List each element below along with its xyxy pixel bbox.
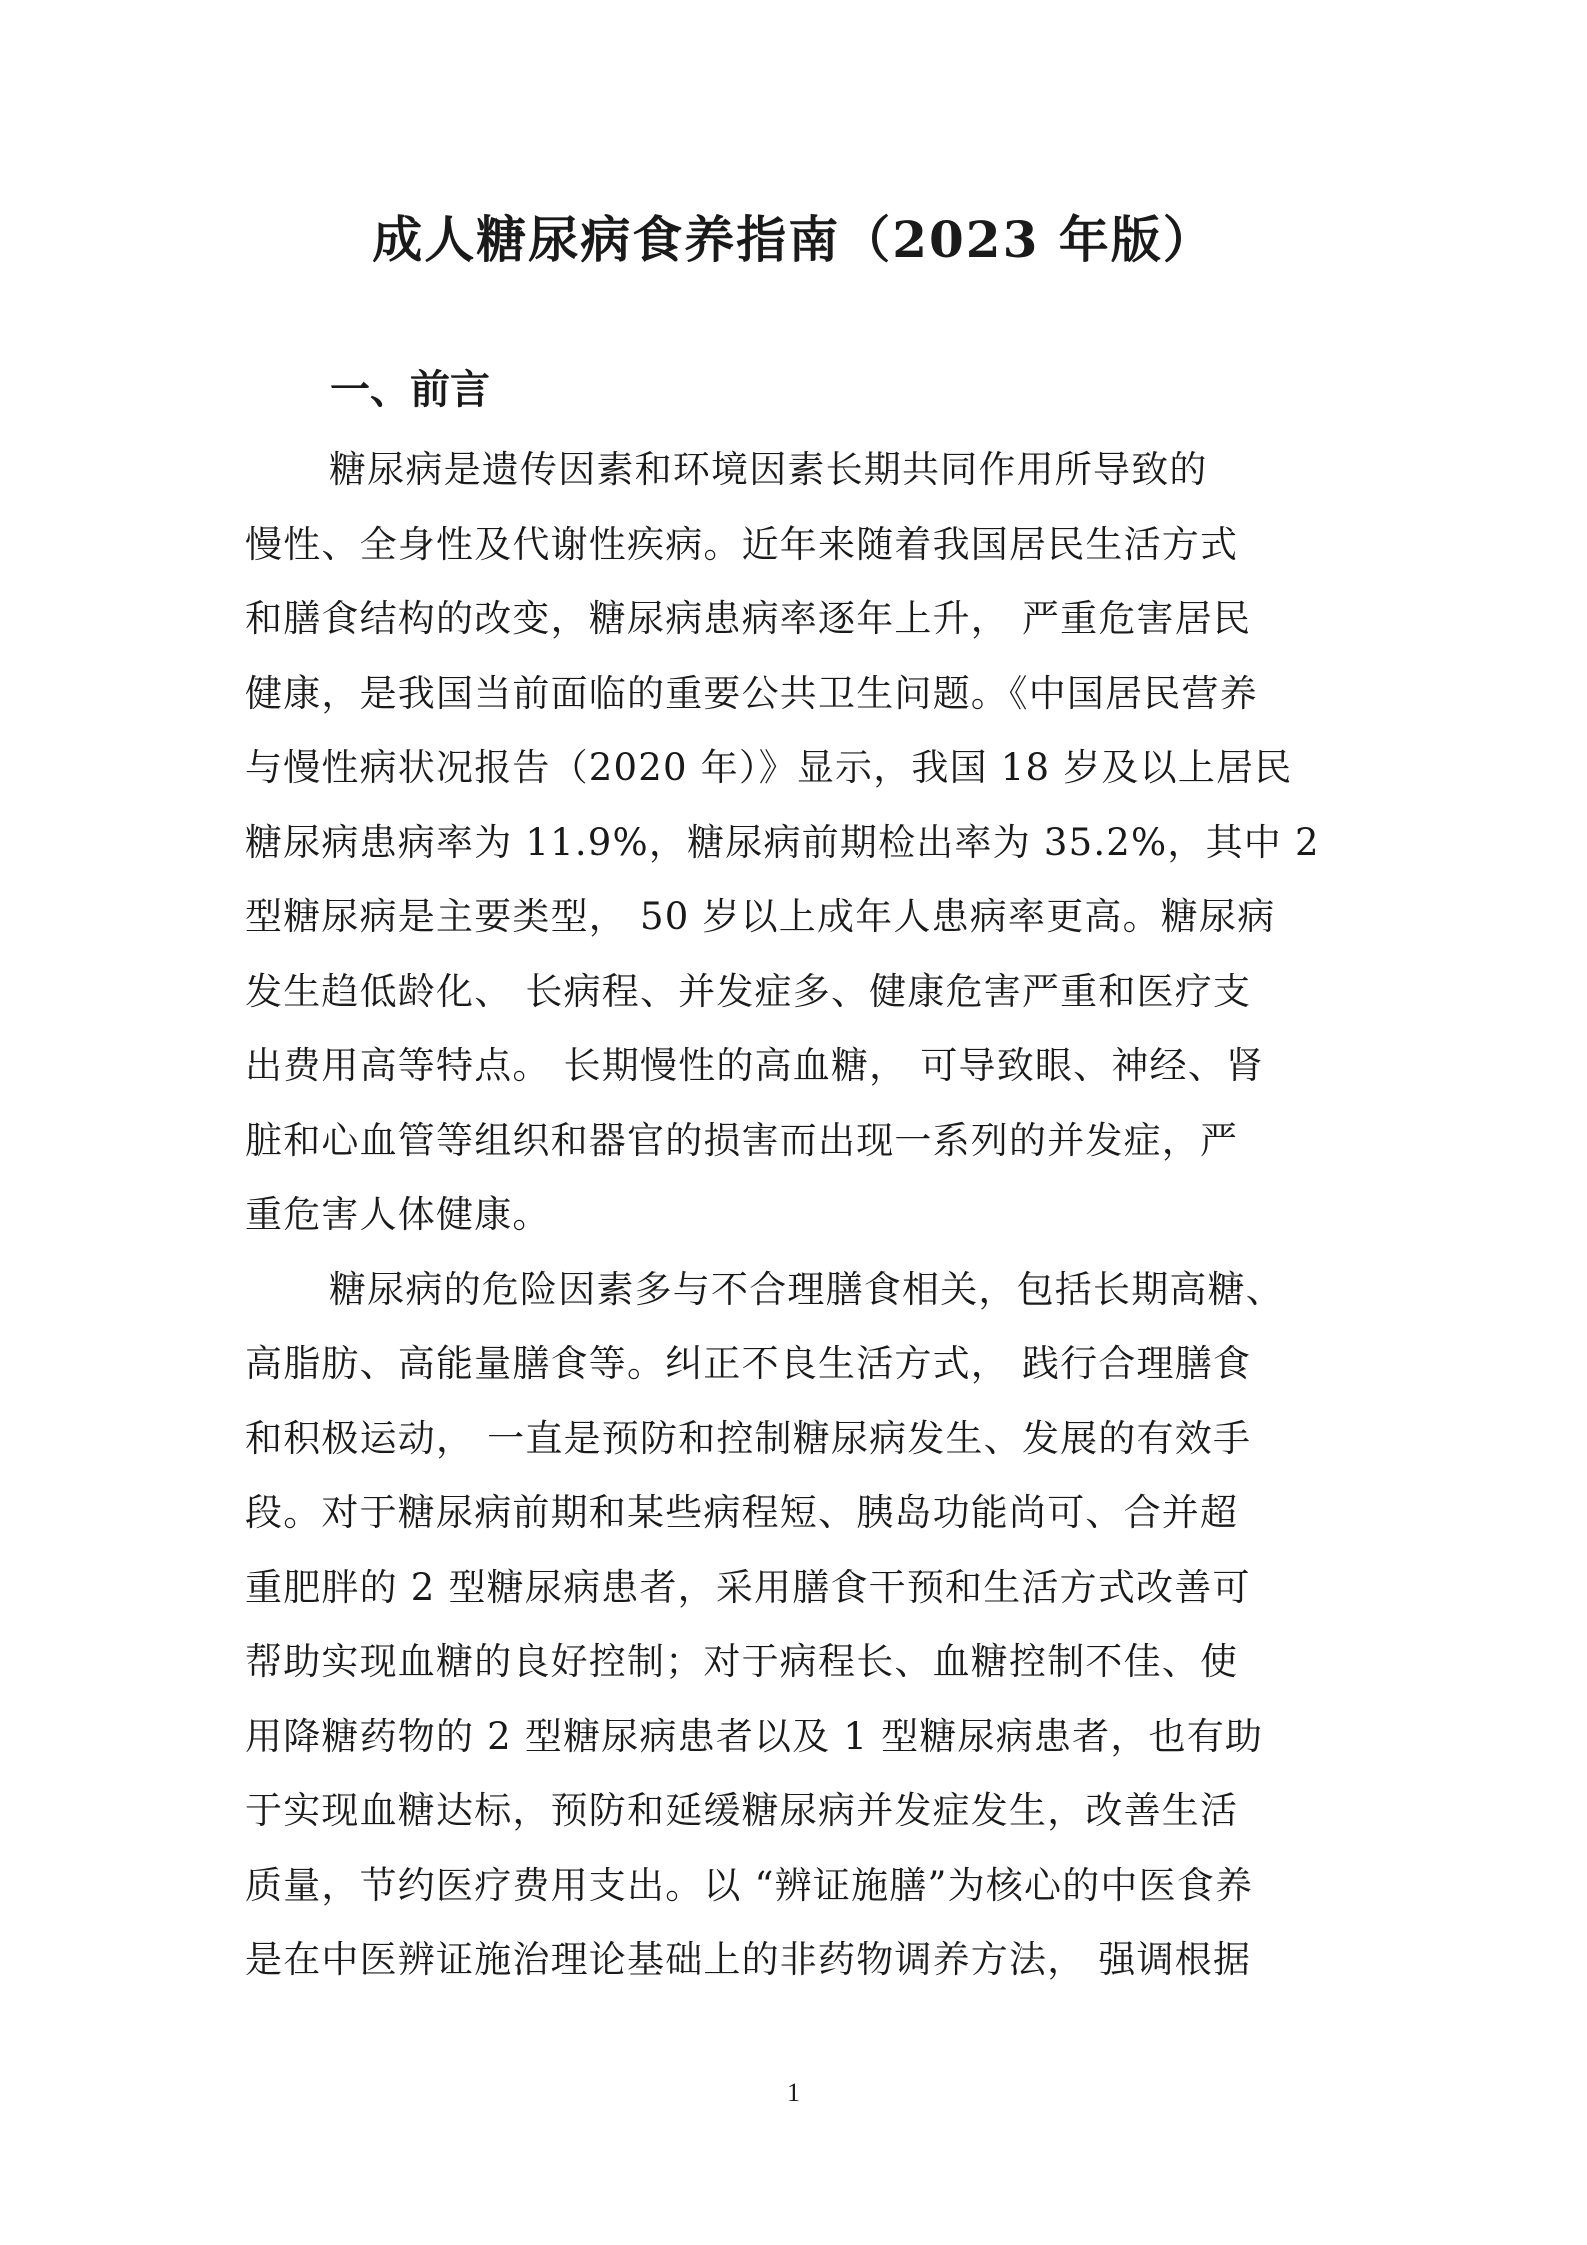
section-heading: 一、前言 xyxy=(330,367,490,413)
text-line: 和积极运动， 一直是预防和控制糖尿病发生、发展的有效手 xyxy=(245,1416,1252,1460)
text-line: 糖尿病患病率为 11.9%，糖尿病前期检出率为 35.2%，其中 2 xyxy=(245,820,1320,864)
text-line: 发生趋低龄化、 长病程、并发症多、健康危害严重和医疗支 xyxy=(245,969,1252,1013)
text-line: 于实现血糖达标，预防和延缓糖尿病并发症发生，改善生活 xyxy=(245,1789,1239,1832)
text-line: 和膳食结构的改变，糖尿病患病率逐年上升， 严重危害居民 xyxy=(245,597,1252,640)
text-line: 重肥胖的 2 型糖尿病患者，采用膳食干预和生活方式改善可 xyxy=(245,1565,1251,1609)
text-line: 健康，是我国当前面临的重要公共卫生问题。《中国居民营养 xyxy=(245,671,1258,715)
text-line: 糖尿病的危险因素多与不合理膳食相关，包括长期高糖、 xyxy=(329,1267,1284,1311)
text-line: 质量，节约医疗费用支出。以 “辨证施膳”为核心的中医食养 xyxy=(245,1863,1254,1907)
text-line: 脏和心血管等组织和器官的损害而出现一系列的并发症，严 xyxy=(245,1118,1239,1162)
text-line: 是在中医辨证施治理论基础上的非药物调养方法， 强调根据 xyxy=(245,1938,1252,1981)
text-line: 高脂肪、高能量膳食等。纠正不良生活方式， 践行合理膳食 xyxy=(245,1342,1252,1385)
text-line: 用降糖药物的 2 型糖尿病患者以及 1 型糖尿病患者，也有助 xyxy=(245,1714,1264,1758)
text-line: 帮助实现血糖的良好控制；对于病程长、血糖控制不佳、使 xyxy=(245,1640,1239,1683)
body-text xyxy=(245,433,1355,1998)
text-line: 出费用高等特点。 长期慢性的高血糖， 可导致眼、神经、肾 xyxy=(245,1044,1265,1087)
text-line: 段。对于糖尿病前期和某些病程短、胰岛功能尚可、合并超 xyxy=(245,1491,1239,1534)
document-title: 成人糖尿病食养指南（2023 年版） xyxy=(372,210,1215,269)
text-line: 重危害人体健康。 xyxy=(245,1193,551,1236)
text-line: 慢性、全身性及代谢性疾病。近年来随着我国居民生活方式 xyxy=(245,522,1239,566)
text-line: 型糖尿病是主要类型， 50 岁以上成年人患病率更高。糖尿病 xyxy=(245,895,1276,938)
text-line: 与慢性病状况报告（2020 年）》显示，我国 18 岁及以上居民 xyxy=(245,746,1293,789)
text-line: 糖尿病是遗传因素和环境因素长期共同作用所导致的 xyxy=(329,448,1208,491)
page-number: 1 xyxy=(787,2078,800,2107)
